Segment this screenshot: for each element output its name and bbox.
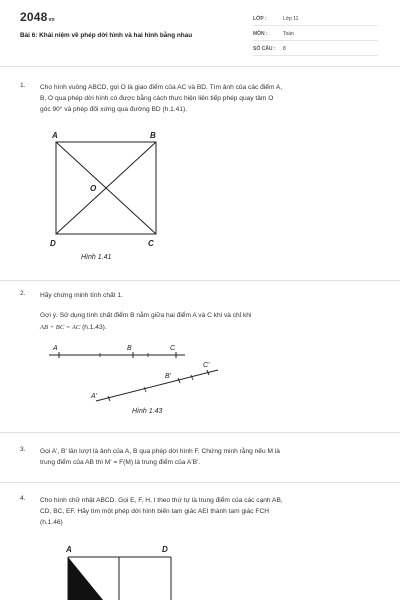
hint-formula: AB + BC = AC <box>40 324 81 331</box>
meta-value: Toán <box>283 31 294 37</box>
divider <box>0 280 400 281</box>
question-number: 4. <box>20 495 26 502</box>
question-text: Cho hình vuông ABCD, gọi O là giao điểm của AC và BD. Tìm ảnh của các điểm A, B, O qua phép dời hình có được bằng cách thực hiện liên tiếp phép quay tâm O góc 90° và phép đối xứng qua đường BD (h.1.41). <box>40 84 283 113</box>
point-label-b-prime: B' <box>165 373 172 380</box>
lesson-title: Bài 6: Khái niệm về phép dời hình và hai hình bằng nhau <box>20 32 193 39</box>
question-text: Hãy chứng minh tính chất 1. <box>40 292 123 299</box>
figure-rectangle-abcd <box>55 540 185 600</box>
vertex-label-d: D <box>162 545 168 554</box>
figure-points-abc <box>40 340 240 420</box>
point-label-a-prime: A' <box>91 393 98 400</box>
meta-count <box>253 42 378 56</box>
question-text: Cho hình chữ nhật ABCD. Gọi E, F, H, I theo thứ tự là trung điểm của các cạnh AB, CD, BC, EF. Hãy tìm một phép dời hình biến tam giác AEI thành tam giác FCH (h.1.46) <box>40 497 283 526</box>
point-label-b: B <box>127 345 132 352</box>
vertex-label-d: D <box>50 239 56 248</box>
question-text: Gọi A', B' lần lượt là ảnh của A, B qua phép dời hình F. Chứng minh rằng nếu M là trung điểm của AB thì M' = F(M) là trung điểm của A'B'. <box>40 448 280 466</box>
divider <box>0 432 400 433</box>
question-number: 1. <box>20 82 26 89</box>
meta-label: LỚP : <box>253 16 267 22</box>
center-label-o: O <box>90 184 97 193</box>
vertex-label-a: A <box>66 545 72 554</box>
question-number: 3. <box>20 446 26 453</box>
meta-subject <box>253 27 378 41</box>
page-header <box>0 0 400 62</box>
question-number: 2. <box>20 290 26 297</box>
figure-square-abcd <box>40 125 180 265</box>
point-label-c-prime: C' <box>203 362 210 369</box>
vertex-label-a: A <box>52 131 58 140</box>
meta-label: SỐ CÂU : <box>253 46 276 52</box>
meta-label: MÔN : <box>253 31 268 37</box>
vertex-label-b: B <box>150 131 156 140</box>
figure-caption: Hình 1.43 <box>132 408 163 415</box>
meta-value: Lớp 11 <box>283 16 299 22</box>
hint-text: Gợi ý. Sử dụng tính chất điểm B nằm giữa hai điểm A và C khi và chỉ khi AB + BC = AC (h.1.43). <box>40 312 252 331</box>
figure-caption: Hình 1.41 <box>81 254 112 261</box>
divider <box>0 482 400 483</box>
point-label-c: C <box>170 345 176 352</box>
divider <box>0 66 400 67</box>
meta-value: 8 <box>283 46 286 52</box>
shaded-triangle <box>68 557 103 600</box>
vertex-label-c: C <box>148 239 154 248</box>
site-logo[interactable]: 2048vn <box>20 10 55 24</box>
point-label-a: A <box>53 345 58 352</box>
meta-class <box>253 12 378 26</box>
